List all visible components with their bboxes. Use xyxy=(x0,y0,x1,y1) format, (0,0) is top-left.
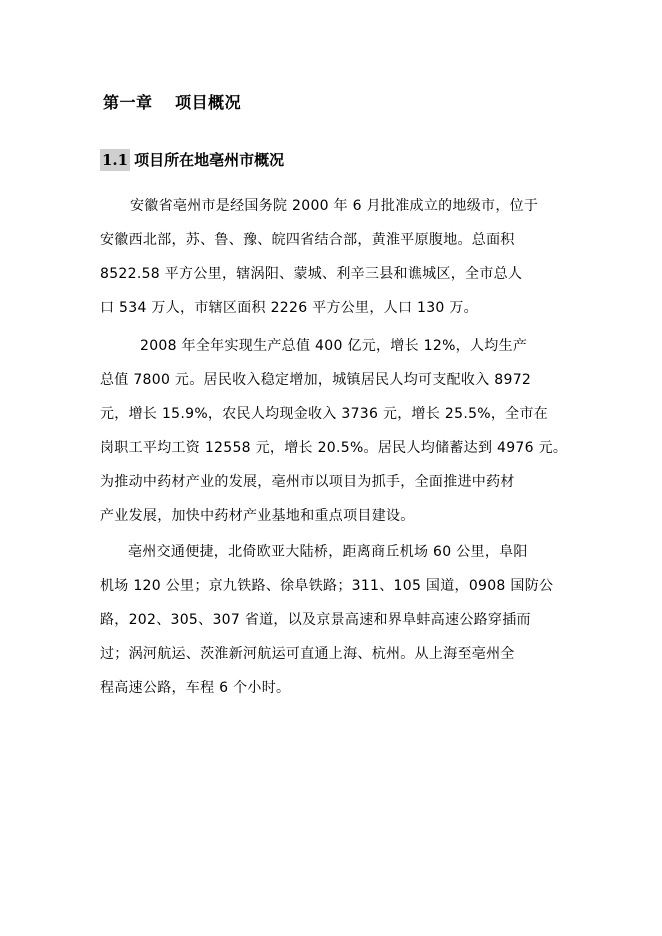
chapter-title: 第一章 项目概况 xyxy=(103,93,242,112)
paragraph-3-line-5: 程高速公路，车程 6 个小时。 xyxy=(100,680,291,696)
paragraph-3-line-2: 机场 120 公里；京九铁路、徐阜铁路；311、105 国道，0908 国防公 xyxy=(100,578,554,594)
paragraph-1-line-1: 安徽省亳州市是经国务院 2000 年 6 月批准成立的地级市，位于 xyxy=(130,198,539,214)
section-title: 项目所在地亳州市概况 xyxy=(134,151,285,169)
paragraph-2-line-1: 2008 年全年实现生产总值 400 亿元，增长 12%，人均生产 xyxy=(140,338,528,354)
paragraph-3-line-4: 过；涡河航运、茨淮新河航运可直通上海、杭州。从上海至亳州全 xyxy=(100,646,515,662)
paragraph-2-line-3: 元，增长 15.9%，农民人均现金收入 3736 元，增长 25.5%，全市在 xyxy=(100,406,549,422)
paragraph-1-line-3: 8522.58 平方公里，辖涡阳、蒙城、利辛三县和谯城区，全市总人 xyxy=(100,266,523,282)
paragraph-1-line-4: 口 534 万人，市辖区面积 2226 平方公里，人口 130 万。 xyxy=(100,300,478,316)
paragraph-3-line-3: 路，202、305、307 省道，以及京景高速和界阜蚌高速公路穿插而 xyxy=(100,612,531,628)
section-number: 1.1 xyxy=(102,151,129,169)
paragraph-1-line-2: 安徽西北部，苏、鲁、豫、皖四省结合部，黄淮平原腹地。总面积 xyxy=(100,232,515,248)
paragraph-2-line-6: 产业发展，加快中药材产业基地和重点项目建设。 xyxy=(100,508,415,524)
paragraph-2-line-4: 岗职工平均工资 12558 元，增长 20.5%。居民人均储蓄达到 4976 元。 xyxy=(100,440,568,456)
paragraph-3-line-1: 亳州交通便捷，北倚欧亚大陆桥，距离商丘机场 60 公里，阜阳 xyxy=(128,544,528,560)
paragraph-2-line-2: 总值 7800 元。居民收入稳定增加，城镇居民人均可支配收入 8972 xyxy=(100,372,532,388)
paragraph-2-line-5: 为推动中药材产业的发展，亳州市以项目为抓手，全面推进中药材 xyxy=(100,474,515,490)
section-heading xyxy=(100,148,284,172)
